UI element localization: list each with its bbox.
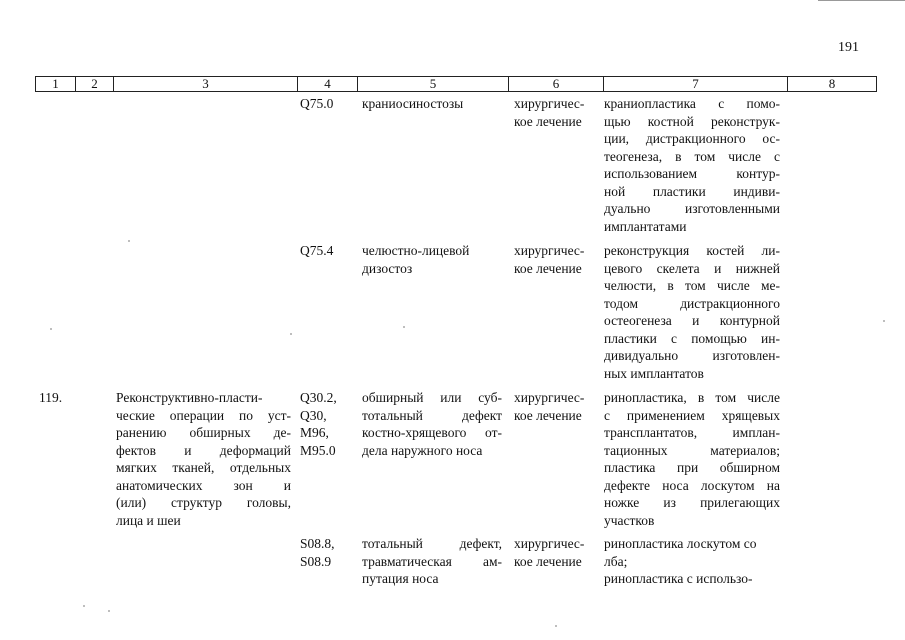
text-line: лица и шеи xyxy=(116,512,181,528)
text-line: лба; xyxy=(604,553,628,569)
row-number: 119. xyxy=(39,390,63,405)
text-line: путация носа xyxy=(362,571,439,586)
text-line: тодом дистракционного xyxy=(604,295,780,311)
text-line: ранению обширных де- xyxy=(116,425,291,440)
treatment-cell xyxy=(514,95,584,130)
text-line: тотальный дефект, xyxy=(362,536,502,551)
text-line: ножке из прилегающих xyxy=(604,495,780,510)
scan-speck xyxy=(83,605,85,607)
scan-speck xyxy=(50,328,52,330)
header-col-8: 8 xyxy=(787,77,876,91)
text-line: дефекте носа лоскутом на xyxy=(604,477,780,493)
text-line: S08.9 xyxy=(300,553,332,569)
header-col-4: 4 xyxy=(297,77,357,91)
text-line: (или) структур головы, xyxy=(116,495,291,510)
text-line: M96, xyxy=(300,425,329,440)
header-col-2: 2 xyxy=(75,77,113,91)
scan-speck xyxy=(403,326,405,328)
text-line: челюсти, в том числе ме- xyxy=(604,278,780,293)
text-line: дивидуально изготовлен- xyxy=(604,348,780,363)
text-line: цевого скелета и нижней xyxy=(604,260,780,276)
text-line: трансплантатов, имплан- xyxy=(604,425,780,440)
text-line: кое лечение xyxy=(514,407,582,423)
top-rule xyxy=(818,0,905,1)
text-line: Реконструктивно-пласти- xyxy=(116,390,263,405)
scan-speck xyxy=(883,320,885,322)
scan-speck xyxy=(128,240,130,242)
text-line: остеогенеза и контурной xyxy=(604,313,780,328)
codes-cell xyxy=(300,535,335,570)
header-col-1: 1 xyxy=(52,76,59,91)
text-line: обширный или суб- xyxy=(362,390,502,405)
codes-cell xyxy=(300,95,333,113)
text-line: краниосиностозы xyxy=(362,96,464,111)
text-line: хирургичес- xyxy=(514,243,585,258)
table-header-row xyxy=(35,76,877,92)
header-col-6: 6 xyxy=(508,77,603,91)
treatment-cell xyxy=(514,389,584,424)
text-line: пластики с помощью ин- xyxy=(604,330,780,346)
method-cell xyxy=(604,389,780,529)
text-line: ческие операции по уст- xyxy=(116,407,291,423)
text-line: щью костной реконструк- xyxy=(604,113,780,129)
header-col-3: 3 xyxy=(113,77,297,91)
model-cell xyxy=(362,242,469,277)
method-cell xyxy=(604,95,780,235)
text-line: хирургичес- xyxy=(514,96,585,111)
text-line: тационных материалов; xyxy=(604,442,780,458)
text-line: дизостоз xyxy=(362,260,413,276)
name-cell xyxy=(116,389,291,529)
codes-cell xyxy=(300,389,337,459)
text-line: хирургичес- xyxy=(514,390,585,405)
text-line: имплантатами xyxy=(604,218,687,234)
text-line: травматическая ам- xyxy=(362,553,502,569)
text-line: ции, дистракционного ос- xyxy=(604,131,780,146)
text-line: мягких тканей, отдельных xyxy=(116,460,291,475)
text-line: краниопластика с помо- xyxy=(604,96,780,111)
model-cell xyxy=(362,389,502,459)
treatment-cell xyxy=(514,242,584,277)
text-line: дуально изготовленными xyxy=(604,201,780,216)
text-line: тотальный дефект xyxy=(362,407,502,423)
scan-speck xyxy=(108,610,110,612)
text-line: ной пластики индиви- xyxy=(604,183,780,199)
page-number: 191 xyxy=(838,40,859,55)
text-line: кое лечение xyxy=(514,113,582,129)
text-line: ных имплантатов xyxy=(604,365,704,381)
text-line: хирургичес- xyxy=(514,536,585,551)
scan-speck xyxy=(555,625,557,627)
text-line: использованием контур- xyxy=(604,166,780,181)
text-line: S08.8, xyxy=(300,536,335,551)
text-line: с применением хрящевых xyxy=(604,407,780,423)
text-line: анатомических зон и xyxy=(116,477,291,493)
text-line: фектов и деформаций xyxy=(116,442,291,458)
text-line: ринопластика, в том числе xyxy=(604,390,780,405)
text-line: пластика при обширном xyxy=(604,460,780,475)
text-line: кое лечение xyxy=(514,260,582,276)
text-line: теогенеза, в том числе с xyxy=(604,148,780,164)
text-line: Q75.0 xyxy=(300,96,334,111)
text-line: челюстно-лицевой xyxy=(362,243,470,258)
header-col-5: 5 xyxy=(357,77,508,91)
text-line: участков xyxy=(604,512,655,528)
text-line: реконструкция костей ли- xyxy=(604,243,780,258)
text-line: Q75.4 xyxy=(300,243,334,258)
text-line: дела наружного носа xyxy=(362,442,483,458)
text-line: Q30, xyxy=(300,407,327,423)
text-line: Q30.2, xyxy=(300,390,337,405)
model-cell xyxy=(362,535,502,588)
codes-cell xyxy=(300,242,333,260)
header-col-7: 7 xyxy=(603,77,787,91)
text-line: костно-хрящевого от- xyxy=(362,425,502,440)
model-cell xyxy=(362,95,463,113)
method-cell xyxy=(604,535,757,588)
text-line: ринопластика с использо- xyxy=(604,571,753,586)
treatment-cell xyxy=(514,535,584,570)
text-line: ринопластика лоскутом со xyxy=(604,536,757,551)
text-line: M95.0 xyxy=(300,442,336,458)
method-cell xyxy=(604,242,780,382)
text-line: кое лечение xyxy=(514,553,582,569)
scan-speck xyxy=(290,333,292,335)
